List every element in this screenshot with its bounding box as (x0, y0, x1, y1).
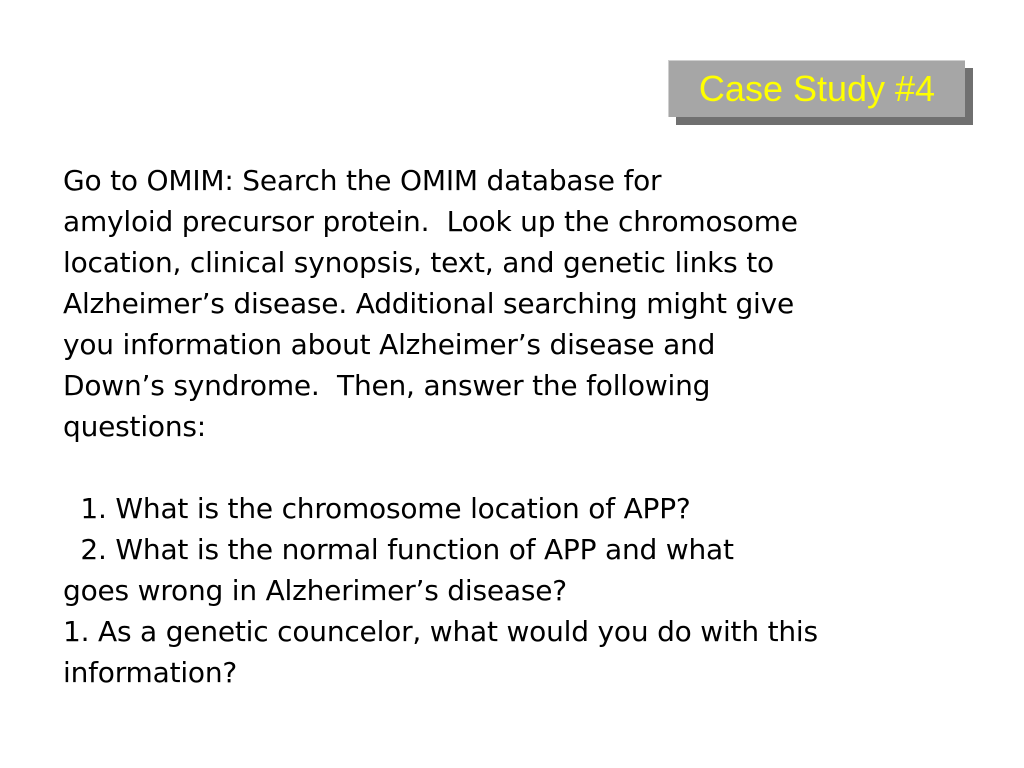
body-line: Down’s syndrome. Then, answer the following (63, 369, 711, 402)
slide-title: Case Study #4 (698, 68, 936, 109)
body-line: Go to OMIM: Search the OMIM database for (63, 164, 662, 197)
body-line: location, clinical synopsis, text, and genetic links to (63, 246, 774, 279)
body-text (63, 160, 963, 693)
question-3-continued: information? (63, 656, 238, 689)
question-2-continued: goes wrong in Alzherimer’s disease? (63, 574, 567, 607)
body-line: Alzheimer’s disease. Additional searching might give (63, 287, 794, 320)
question-1: 1. What is the chromosome location of APP? (63, 492, 691, 525)
body-line: you information about Alzheimer’s disease and (63, 328, 716, 361)
question-2: 2. What is the normal function of APP and what (63, 533, 734, 566)
body-line-blank (63, 447, 963, 488)
question-3: 1. As a genetic councelor, what would you do with this (63, 615, 818, 648)
body-line: questions: (63, 410, 206, 443)
body-line: amyloid precursor protein. Look up the chromosome (63, 205, 798, 238)
title-box (668, 60, 965, 117)
